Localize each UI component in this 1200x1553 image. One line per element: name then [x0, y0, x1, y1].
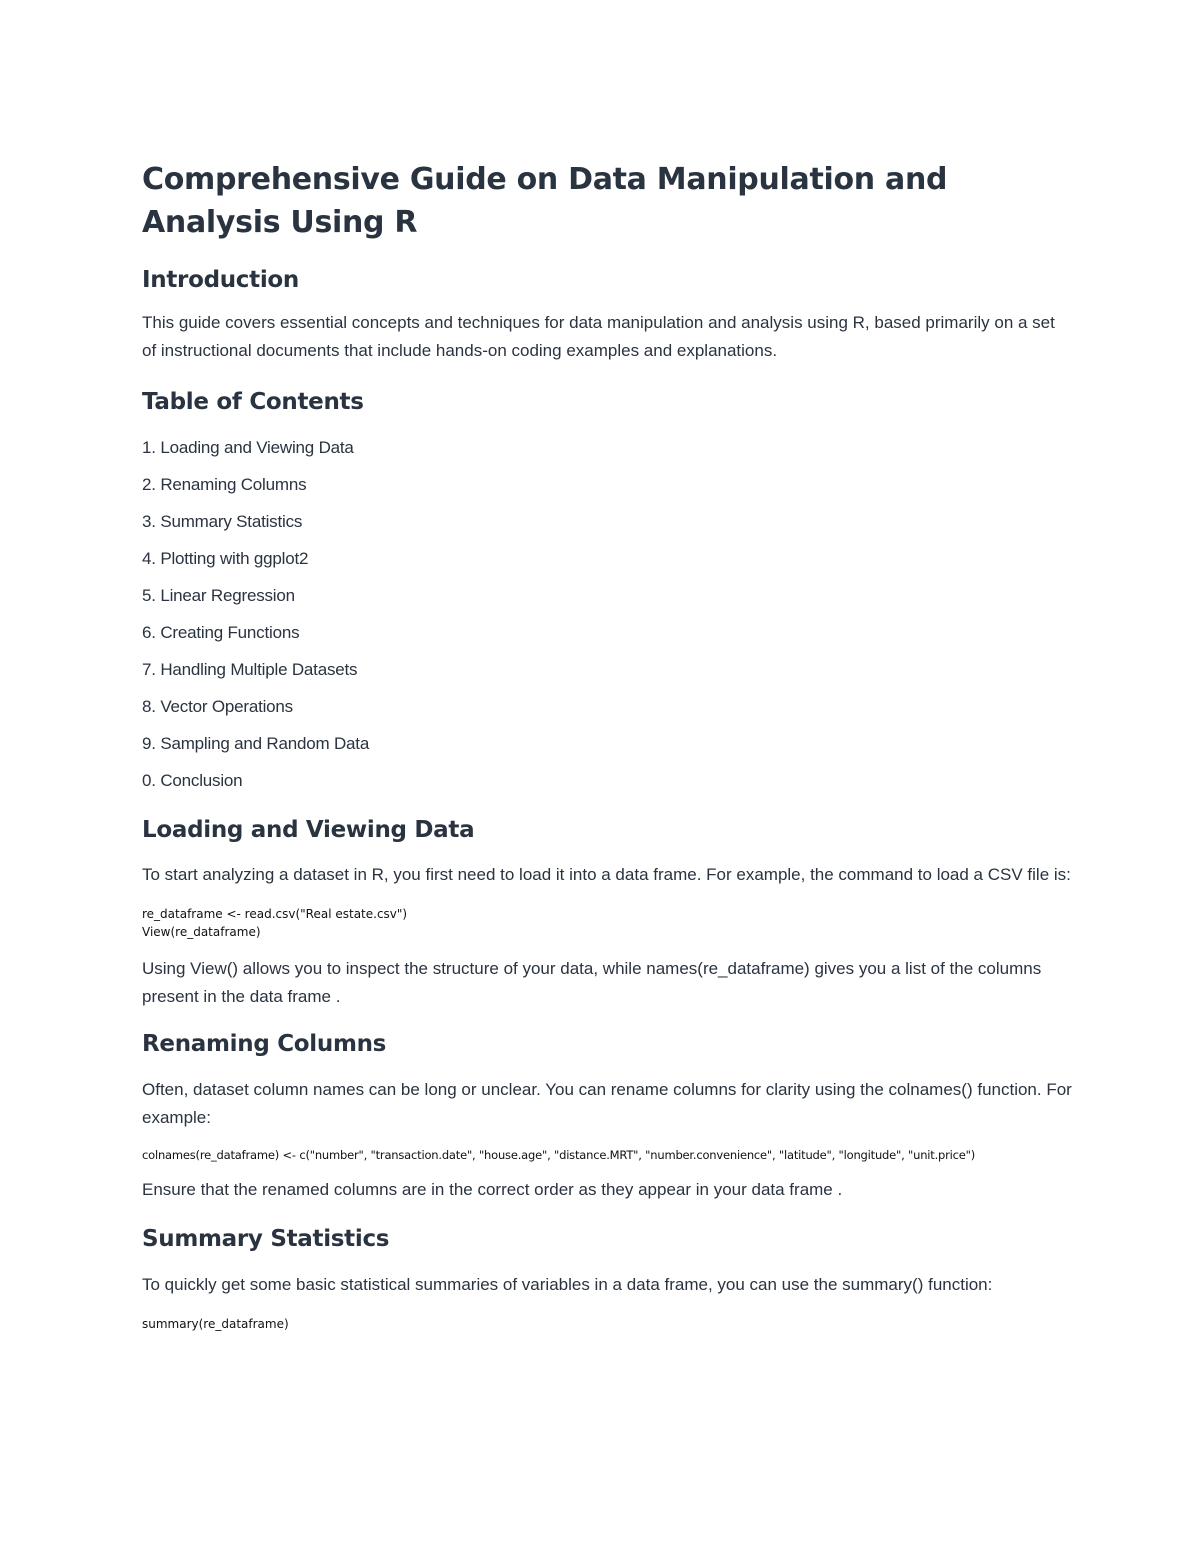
toc-item-number: 1. [142, 438, 156, 457]
toc-item[interactable] [142, 651, 1072, 688]
toc-item[interactable] [142, 688, 1072, 725]
summary-intro-paragraph: To quickly get some basic statistical summaries of variables in a data frame, you can use the summary() function: [142, 1275, 993, 1294]
heading-summary-statistics: Summary Statistics [142, 1226, 390, 1252]
toc-item-label: Summary Statistics [160, 512, 303, 531]
summary-code-line: summary(re_dataframe) [142, 1317, 289, 1331]
toc-item-number: 3. [142, 512, 156, 531]
heading-renaming-columns: Renaming Columns [142, 1031, 387, 1057]
toc-item[interactable] [142, 540, 1072, 577]
loading-intro-paragraph: To start analyzing a dataset in R, you first need to load it into a data frame. For example, the command to load a CSV file is: [142, 865, 1071, 884]
heading-table-of-contents: Table of Contents [142, 389, 364, 415]
code-line: re_dataframe <- read.csv("Real estate.csv") [142, 907, 408, 921]
loading-code-block [142, 905, 1072, 941]
toc-item[interactable] [142, 577, 1072, 614]
heading-introduction: Introduction [142, 267, 299, 293]
toc-item-label: Conclusion [160, 771, 243, 790]
toc-item-number: 9. [142, 734, 156, 753]
toc-item-number: 0. [142, 771, 156, 790]
renaming-intro-paragraph: Often, dataset column names can be long or unclear. You can rename columns for clarity using the colnames() function. For example: [142, 1080, 1072, 1127]
toc-item-number: 4. [142, 549, 156, 568]
toc-item-label: Linear Regression [160, 586, 295, 605]
toc-item-number: 7. [142, 660, 156, 679]
document-page [142, 150, 1072, 1333]
toc-item[interactable] [142, 503, 1072, 540]
toc-item-number: 5. [142, 586, 156, 605]
heading-loading-and-viewing-data: Loading and Viewing Data [142, 817, 475, 843]
toc-item-label: Renaming Columns [160, 475, 307, 494]
document-title: Comprehensive Guide on Data Manipulation and Analysis Using R [142, 162, 948, 240]
toc-item-number: 6. [142, 623, 156, 642]
toc-item-label: Handling Multiple Datasets [160, 660, 358, 679]
code-line: View(re_dataframe) [142, 925, 261, 939]
toc-item[interactable] [142, 614, 1072, 651]
introduction-paragraph: This guide covers essential concepts and techniques for data manipulation and analysis using R, based primarily on a set of instructional documents that include hands-on coding examples and explanations. [142, 313, 1055, 360]
toc-item[interactable] [142, 429, 1072, 466]
toc-item-number: 2. [142, 475, 156, 494]
toc-item-label: Sampling and Random Data [160, 734, 370, 753]
toc-item[interactable] [142, 762, 1072, 799]
toc-item[interactable] [142, 725, 1072, 762]
toc-item-label: Loading and Viewing Data [160, 438, 354, 457]
toc-item-number: 8. [142, 697, 156, 716]
renaming-outro-paragraph: Ensure that the renamed columns are in the correct order as they appear in your data frame . [142, 1180, 843, 1199]
toc-item[interactable] [142, 466, 1072, 503]
toc-item-label: Plotting with ggplot2 [160, 549, 309, 568]
renaming-code-line: colnames(re_dataframe) <- c("number", "transaction.date", "house.age", "distance.MRT", "number.convenience", "latitude", "longitude", "unit.price") [142, 1148, 976, 1162]
table-of-contents [142, 429, 1072, 799]
toc-item-label: Creating Functions [160, 623, 300, 642]
loading-outro-paragraph: Using View() allows you to inspect the structure of your data, while names(re_dataframe) gives you a list of the columns present in the data frame . [142, 959, 1042, 1006]
toc-item-label: Vector Operations [160, 697, 293, 716]
